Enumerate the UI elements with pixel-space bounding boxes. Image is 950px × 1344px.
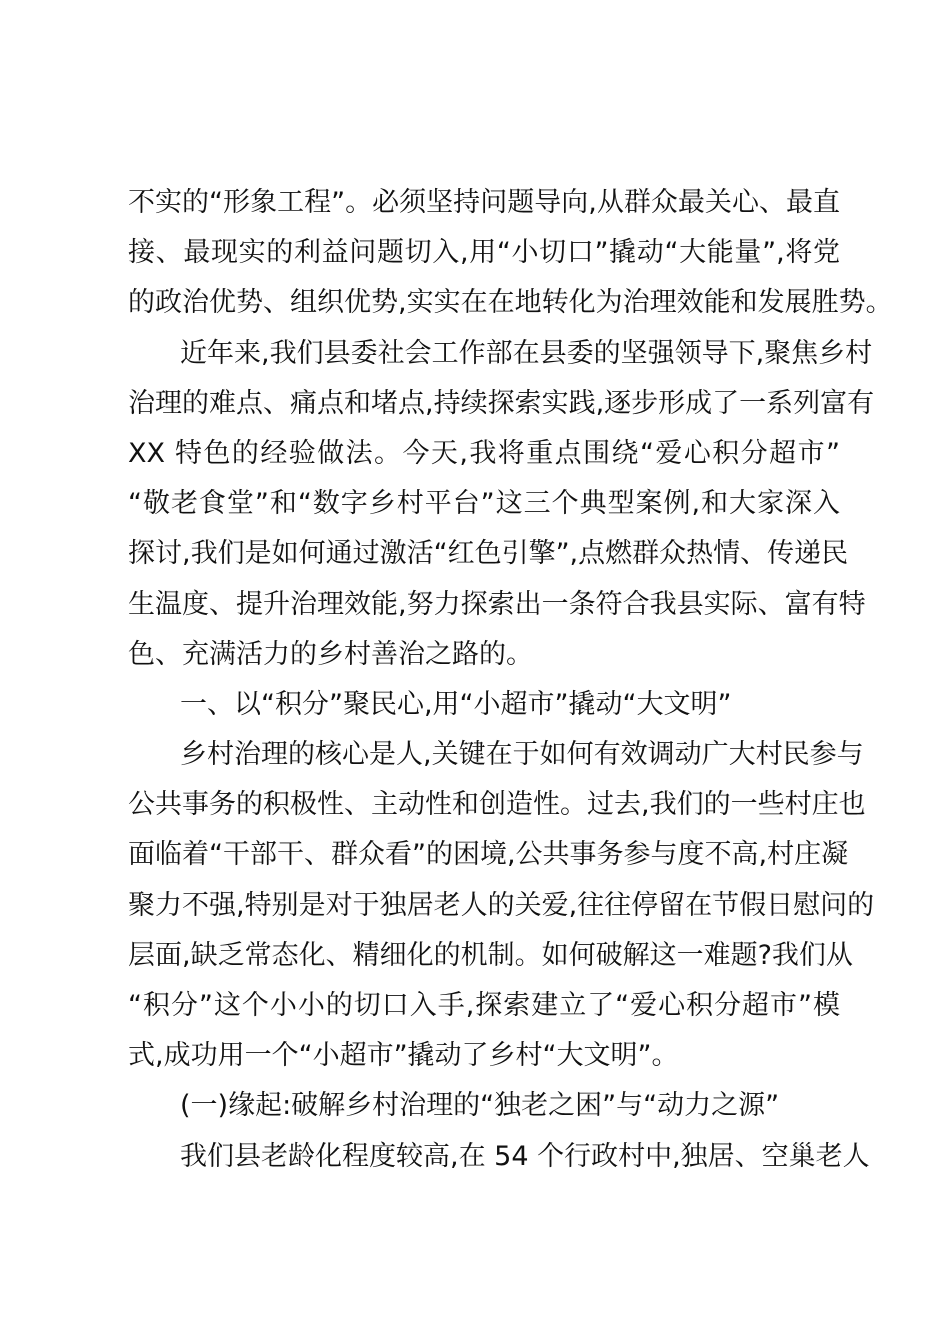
text-line: 生温度、提升治理效能,努力探索出一条符合我县实际、富有特 (128, 588, 866, 620)
document-body (128, 178, 893, 1182)
paragraph-start-line: 近年来,我们县委社会工作部在县委的坚强领导下,聚焦乡村 (180, 337, 873, 369)
paragraph-start-line: 我们县老龄化程度较高,在 54 个行政村中,独居、空巢老人 (180, 1140, 870, 1172)
text-line: XX 特色的经验做法。今天,我将重点围绕“爱心积分超市” (128, 437, 840, 469)
text-line: 探讨,我们是如何通过激活“红色引擎”,点燃群众热情、传递民 (128, 538, 849, 570)
text-line: 色、充满活力的乡村善治之路的。 (128, 638, 533, 670)
text-line: 式,成功用一个“小超市”撬动了乡村“大文明”。 (128, 1040, 679, 1072)
text-line: 面临着“干部干、群众看”的困境,公共事务参与度不高,村庄凝 (128, 839, 849, 871)
text-line: 治理的难点、痛点和堵点,持续探索实践,逐步形成了一系列富有 (128, 387, 875, 419)
text-line: 层面,缺乏常态化、精细化的机制。如何破解这一难题?我们从 (128, 939, 853, 971)
text-line: 接、最现实的利益问题切入,用“小切口”撬动“大能量”,将党 (128, 237, 840, 269)
section-heading: 一、以“积分”聚民心,用“小超市”撬动“大文明” (180, 688, 732, 720)
text-line: “敬老食堂”和“数字乡村平台”这三个典型案例,和大家深入 (128, 488, 840, 520)
text-line: “积分”这个小小的切口入手,探索建立了“爱心积分超市”模 (128, 990, 840, 1021)
subsection-heading: (一)缘起:破解乡村治理的“独老之困”与“动力之源” (180, 1090, 780, 1122)
text-line: 公共事务的积极性、主动性和创造性。过去,我们的一些村庄也 (128, 789, 866, 821)
text-line: 不实的“形象工程”。必须坚持问题导向,从群众最关心、最直 (128, 187, 840, 218)
text-line: 的政治优势、组织优势,实实在在地转化为治理效能和发展胜势。 (128, 287, 893, 319)
text-line: 聚力不强,特别是对于独居老人的关爱,往往停留在节假日慰问的 (128, 889, 875, 921)
paragraph-start-line: 乡村治理的核心是人,关键在于如何有效调动广大村民参与 (180, 739, 864, 771)
